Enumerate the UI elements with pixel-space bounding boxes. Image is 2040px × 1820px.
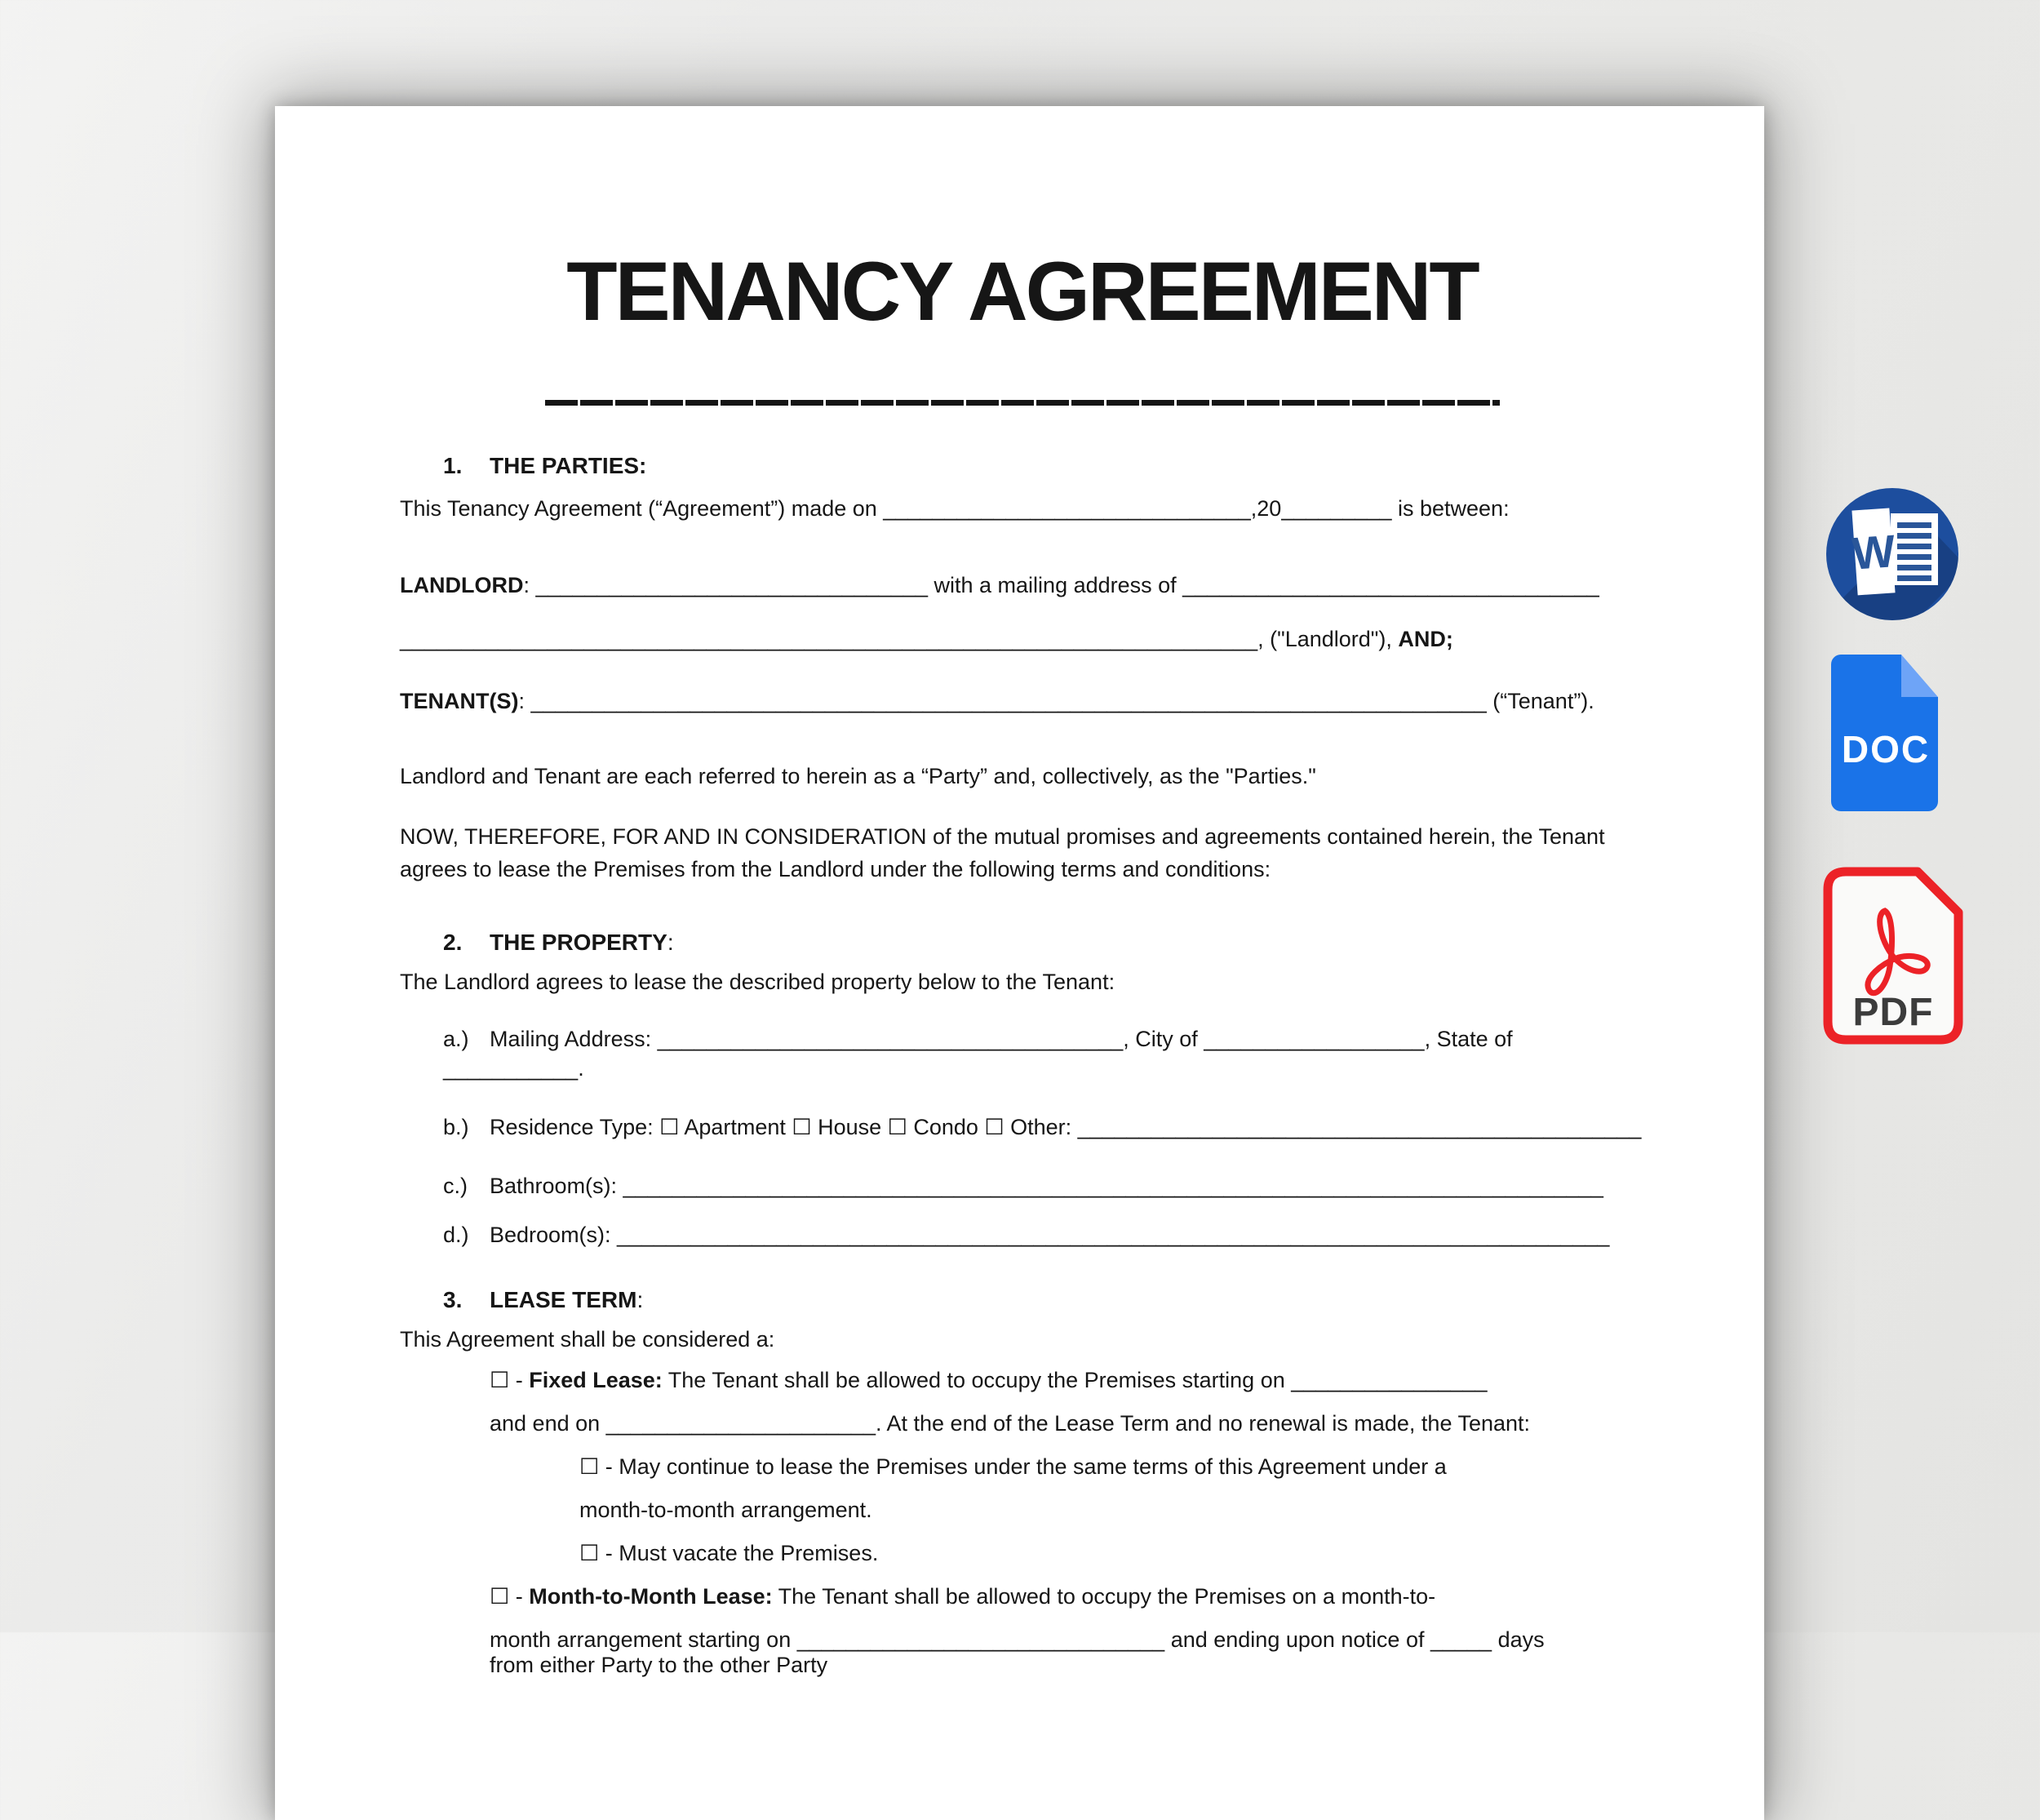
section-2-label: THE PROPERTY bbox=[490, 929, 667, 955]
section-1-label: THE PARTIES: bbox=[490, 452, 647, 478]
blank-landlord-address: __________________________________ bbox=[1182, 572, 1599, 597]
landlord-continuation-line bbox=[400, 624, 1644, 654]
blank-tenant-names: ______________________________________________________________________________ bbox=[530, 688, 1487, 713]
item-a-mid1: , City of bbox=[1123, 1026, 1204, 1051]
word-icon-back-page bbox=[1891, 513, 1938, 585]
blank-property-city: __________________ bbox=[1204, 1026, 1425, 1051]
pdf-icon bbox=[1821, 865, 1965, 1046]
month-to-month-label: Month-to-Month Lease: bbox=[529, 1583, 773, 1609]
landlord-label: LANDLORD bbox=[400, 572, 524, 597]
item-d-letter: d.) bbox=[443, 1222, 469, 1247]
agreement-intro-line bbox=[400, 494, 1644, 523]
blank-fixed-start-date: ________________ bbox=[1291, 1367, 1488, 1392]
fixed-lease-label: Fixed Lease: bbox=[529, 1367, 663, 1392]
item-a-pre: Mailing Address: bbox=[490, 1026, 658, 1051]
item-c-pre: Bathroom(s): bbox=[490, 1173, 623, 1198]
blank-agreement-date: ______________________________ bbox=[883, 495, 1251, 521]
doc-icon-fold bbox=[1901, 655, 1938, 697]
intro-post: is between: bbox=[1391, 495, 1510, 521]
item-a-mid2: , State of bbox=[1424, 1026, 1513, 1051]
section-1-number: 1. bbox=[443, 452, 463, 478]
section-1-heading bbox=[400, 451, 1644, 481]
fixed-lease-checkbox: ☐ - bbox=[490, 1367, 530, 1392]
document-content bbox=[275, 106, 1764, 1687]
blank-fixed-end-date: ______________________ bbox=[605, 1410, 876, 1436]
blank-m2m-start-date: ______________________________ bbox=[796, 1627, 1165, 1652]
item-a-post: . bbox=[578, 1055, 584, 1081]
m2m-line2-pre: month arrangement starting on bbox=[490, 1627, 797, 1652]
section-3-label: LEASE TERM bbox=[490, 1286, 637, 1312]
word-icon bbox=[1825, 486, 1959, 622]
consideration-paragraph: NOW, THEREFORE, FOR AND IN CONSIDERATION of the mutual promises and agreements contained herein, the Tenant agrees to lease the Premises from the Landlord under the following terms and conditions: bbox=[400, 823, 1605, 881]
property-item-bedrooms bbox=[400, 1220, 1644, 1250]
item-a-letter: a.) bbox=[443, 1026, 469, 1051]
parties-reference-line: Landlord and Tenant are each referred to herein as a “Party” and, collectively, as the "Parties." bbox=[400, 763, 1316, 788]
property-item-bathrooms bbox=[400, 1171, 1644, 1201]
intro-pre: This Tenancy Agreement (“Agreement”) made on bbox=[400, 495, 884, 521]
m2m-line2-rest: days bbox=[1492, 1627, 1545, 1652]
blank-residence-other: ______________________________________________ bbox=[1077, 1114, 1642, 1139]
property-item-mailing-address bbox=[400, 1024, 1644, 1083]
blank-property-state: ___________ bbox=[443, 1055, 579, 1081]
landlord-mid: with a mailing address of bbox=[928, 572, 1183, 597]
fixed-lease-line-2 bbox=[490, 1402, 1644, 1445]
section-2-colon: : bbox=[667, 929, 674, 955]
option-may-continue-line-1: ☐ - May continue to lease the Premises under the same terms of this Agreement under a bbox=[579, 1454, 1447, 1479]
tenant-line bbox=[400, 686, 1644, 716]
word-download-button[interactable] bbox=[1825, 486, 1959, 626]
month-to-month-line-3-clipped: from either Party to the other Party bbox=[490, 1652, 828, 1677]
doc-icon-label: DOC bbox=[1841, 728, 1931, 770]
section-3-heading bbox=[400, 1285, 1644, 1315]
item-b-letter: b.) bbox=[443, 1114, 469, 1139]
doc-icon bbox=[1826, 646, 1953, 819]
m2m-line2-mid: and ending upon notice of bbox=[1164, 1627, 1430, 1652]
fixed-lease-line2-rest: . At the end of the Lease Term and no renewal is made, the Tenant: bbox=[876, 1410, 1531, 1436]
month-to-month-checkbox: ☐ - bbox=[490, 1583, 530, 1609]
lease-options bbox=[400, 1359, 1644, 1687]
option-may-continue-line-2: month-to-month arrangement. bbox=[579, 1497, 872, 1522]
document-title bbox=[400, 245, 1644, 338]
tenant-label: TENANT(S) bbox=[400, 688, 519, 713]
blank-landlord-name: ________________________________ bbox=[535, 572, 929, 597]
property-intro-line: The Landlord agrees to lease the described property below to the Tenant: bbox=[400, 969, 1115, 994]
lease-intro-line: This Agreement shall be considered a: bbox=[400, 1326, 775, 1352]
month-to-month-line-1 bbox=[490, 1575, 1644, 1618]
blank-notice-days: _____ bbox=[1430, 1627, 1492, 1652]
blank-landlord-address-2: ______________________________________________________________________ bbox=[400, 626, 1258, 651]
intro-mid: ,20 bbox=[1250, 495, 1282, 521]
section-3-number: 3. bbox=[443, 1286, 463, 1312]
fixed-lease-text: The Tenant shall be allowed to occupy the Premises starting on bbox=[662, 1367, 1292, 1392]
word-icon-letter: W bbox=[1850, 525, 1897, 579]
fixed-lease-line2-pre: and end on bbox=[490, 1410, 606, 1436]
pdf-icon-label: PDF bbox=[1852, 991, 1934, 1034]
blank-year: _________ bbox=[1281, 495, 1392, 521]
section-2-heading bbox=[400, 928, 1644, 957]
landlord-cont-mid: , ("Landlord"), bbox=[1257, 626, 1399, 651]
section-3-colon: : bbox=[636, 1286, 644, 1312]
property-item-residence-type bbox=[400, 1112, 1644, 1142]
tenant-post: (“Tenant”). bbox=[1486, 688, 1594, 713]
title-divider bbox=[545, 400, 1500, 406]
pdf-download-button[interactable] bbox=[1821, 865, 1965, 1050]
month-to-month-text: The Tenant shall be allowed to occupy the Premises on a month-to- bbox=[772, 1583, 1436, 1609]
option-must-vacate: ☐ - Must vacate the Premises. bbox=[579, 1540, 879, 1565]
item-d-pre: Bedroom(s): bbox=[490, 1222, 618, 1247]
document-title-text: TENANCY AGREEMENT bbox=[566, 245, 1478, 338]
fixed-lease-line-1 bbox=[490, 1359, 1644, 1402]
document-page bbox=[275, 106, 1764, 1820]
tenant-colon: : bbox=[518, 688, 531, 713]
landlord-colon: : bbox=[523, 572, 536, 597]
item-b-pre: Residence Type: ☐ Apartment ☐ House ☐ Condo ☐ Other: bbox=[490, 1114, 1078, 1139]
blank-bathrooms: ________________________________________________________________________________ bbox=[623, 1173, 1603, 1198]
item-c-letter: c.) bbox=[443, 1173, 468, 1198]
doc-download-button[interactable] bbox=[1826, 646, 1953, 823]
blank-bedrooms: _________________________________________________________________________________ bbox=[617, 1222, 1610, 1247]
blank-property-address: ______________________________________ bbox=[657, 1026, 1124, 1051]
landlord-line bbox=[400, 570, 1644, 600]
and-label: AND; bbox=[1398, 626, 1453, 651]
section-2-number: 2. bbox=[443, 929, 463, 955]
